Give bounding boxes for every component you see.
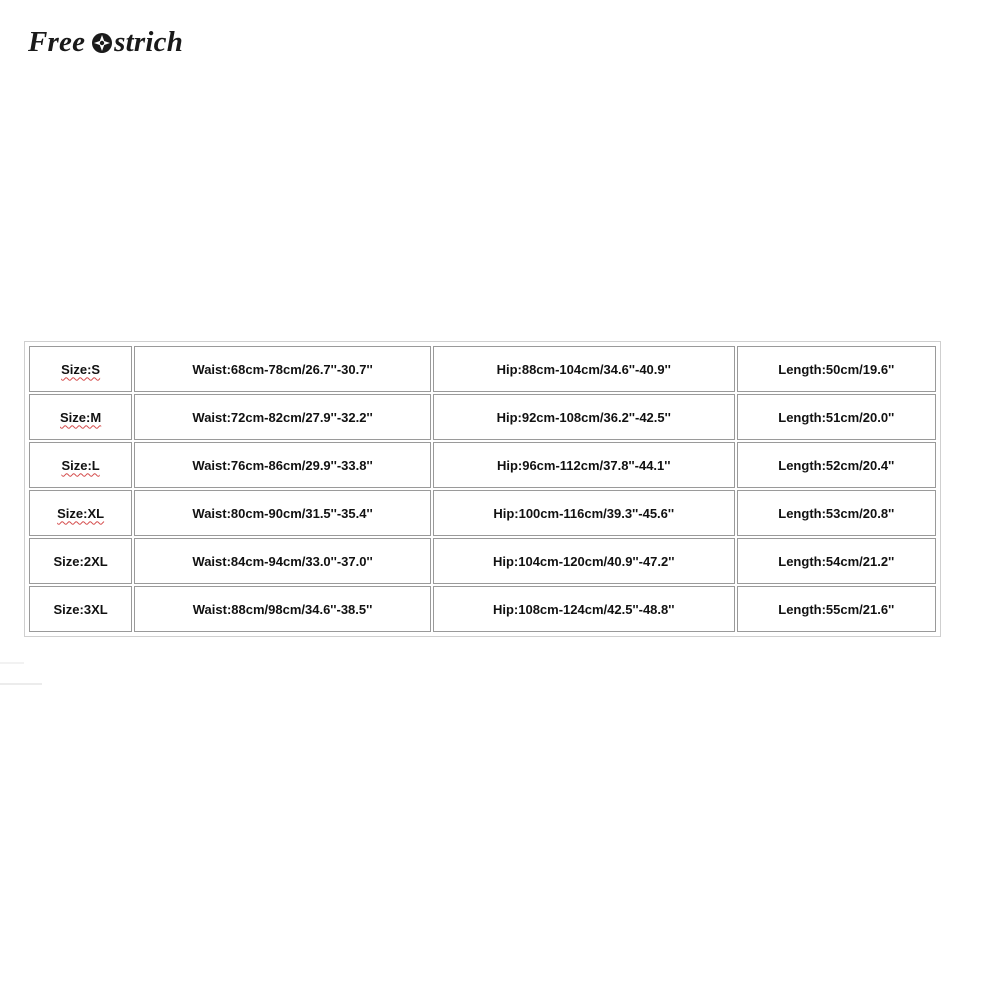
size-cell xyxy=(29,490,132,536)
length-cell: Length:55cm/21.6'' xyxy=(737,586,936,632)
length-cell: Length:50cm/19.6'' xyxy=(737,346,936,392)
length-cell: Length:51cm/20.0'' xyxy=(737,394,936,440)
table-row xyxy=(29,538,936,584)
waist-cell: Waist:76cm-86cm/29.9''-33.8'' xyxy=(134,442,431,488)
size-label: Size:2XL xyxy=(53,553,108,569)
size-label: Size:M xyxy=(60,409,102,425)
waist-cell: Waist:68cm-78cm/26.7''-30.7'' xyxy=(134,346,431,392)
size-chart-table xyxy=(24,341,941,637)
brand-word-free: Free xyxy=(28,25,86,58)
hip-cell: Hip:104cm-120cm/40.9''-47.2'' xyxy=(433,538,735,584)
size-label: Size:XL xyxy=(57,505,105,521)
brand-word-strich: strich xyxy=(114,25,184,58)
size-cell xyxy=(29,394,132,440)
size-cell xyxy=(29,442,132,488)
hip-cell: Hip:88cm-104cm/34.6''-40.9'' xyxy=(433,346,735,392)
hip-cell: Hip:92cm-108cm/36.2''-42.5'' xyxy=(433,394,735,440)
brand-logo xyxy=(28,22,183,62)
ostrich-circle-icon xyxy=(91,32,113,54)
artifact-line xyxy=(0,683,42,685)
size-label: Size:L xyxy=(61,457,100,473)
waist-cell: Waist:72cm-82cm/27.9''-32.2'' xyxy=(134,394,431,440)
length-cell: Length:52cm/20.4'' xyxy=(737,442,936,488)
table-row xyxy=(29,586,936,632)
size-cell xyxy=(29,586,132,632)
waist-cell: Waist:80cm-90cm/31.5''-35.4'' xyxy=(134,490,431,536)
hip-cell: Hip:100cm-116cm/39.3''-45.6'' xyxy=(433,490,735,536)
size-cell xyxy=(29,538,132,584)
length-cell: Length:53cm/20.8'' xyxy=(737,490,936,536)
artifact-line xyxy=(0,662,24,664)
size-label: Size:S xyxy=(61,361,101,377)
size-cell xyxy=(29,346,132,392)
length-cell: Length:54cm/21.2'' xyxy=(737,538,936,584)
table-row xyxy=(29,394,936,440)
waist-cell: Waist:88cm/98cm/34.6''-38.5'' xyxy=(134,586,431,632)
waist-cell: Waist:84cm-94cm/33.0''-37.0'' xyxy=(134,538,431,584)
table-row xyxy=(29,442,936,488)
hip-cell: Hip:108cm-124cm/42.5''-48.8'' xyxy=(433,586,735,632)
table-row xyxy=(29,346,936,392)
hip-cell: Hip:96cm-112cm/37.8''-44.1'' xyxy=(433,442,735,488)
table-row xyxy=(29,490,936,536)
size-label: Size:3XL xyxy=(53,601,108,617)
